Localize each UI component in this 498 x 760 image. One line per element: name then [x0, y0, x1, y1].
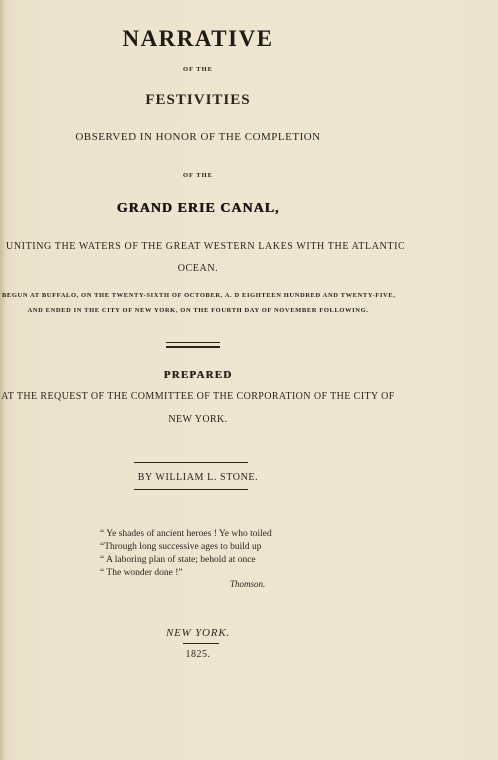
subject-heading: FESTIVITIES [145, 92, 251, 108]
epigraph [100, 528, 272, 580]
epigraph-attribution: Thomson. [230, 579, 266, 589]
imprint-rule [183, 643, 219, 644]
imprint-year: 1825. [185, 649, 211, 660]
epigraph-line: “ A laboring plan of state; behold at once [100, 555, 256, 565]
begun-line-2: AND ENDED IN THE CITY OF NEW YORK, ON THE FOURTH DAY OF NOVEMBER FOLLOWING. [27, 307, 369, 314]
begun-line-1: BEGUN AT BUFFALO, ON THE TWENTY-SIXTH OF OCTOBER, A. D EIGHTEEN HUNDRED AND TWENTY-FIVE, [2, 292, 396, 299]
epigraph-line: “ The wonder done !” [100, 568, 183, 578]
uniting-line-1: UNITING THE WATERS OF THE GREAT WESTERN LAKES WITH THE ATLANTIC [6, 241, 406, 252]
prepared-heading: PREPARED [163, 369, 233, 381]
imprint-place: NEW YORK. [165, 627, 231, 639]
uniting-line-2: OCEAN. [177, 263, 219, 274]
author-rule-bottom [134, 489, 248, 490]
page-title: NARRATIVE [122, 26, 274, 51]
request-line-2: NEW YORK. [168, 414, 228, 425]
epigraph-line: “ Ye shades of ancient heroes ! Ye who toiled [100, 529, 272, 539]
observed-line: OBSERVED IN HONOR OF THE COMPLETION [75, 131, 321, 143]
author-line: BY WILLIAM L. STONE. [137, 472, 259, 483]
of-the-connector-2: OF THE [182, 172, 214, 179]
epigraph-line: “Through long successive ages to build up [100, 542, 262, 552]
double-rule-divider [166, 342, 220, 348]
author-rule-top [134, 462, 248, 463]
canal-heading: GRAND ERIE CANAL, [116, 201, 280, 216]
request-line-1: AT THE REQUEST OF THE COMMITTEE OF THE CORPORATION OF THE CITY OF [1, 391, 395, 402]
of-the-connector: OF THE [182, 66, 214, 73]
